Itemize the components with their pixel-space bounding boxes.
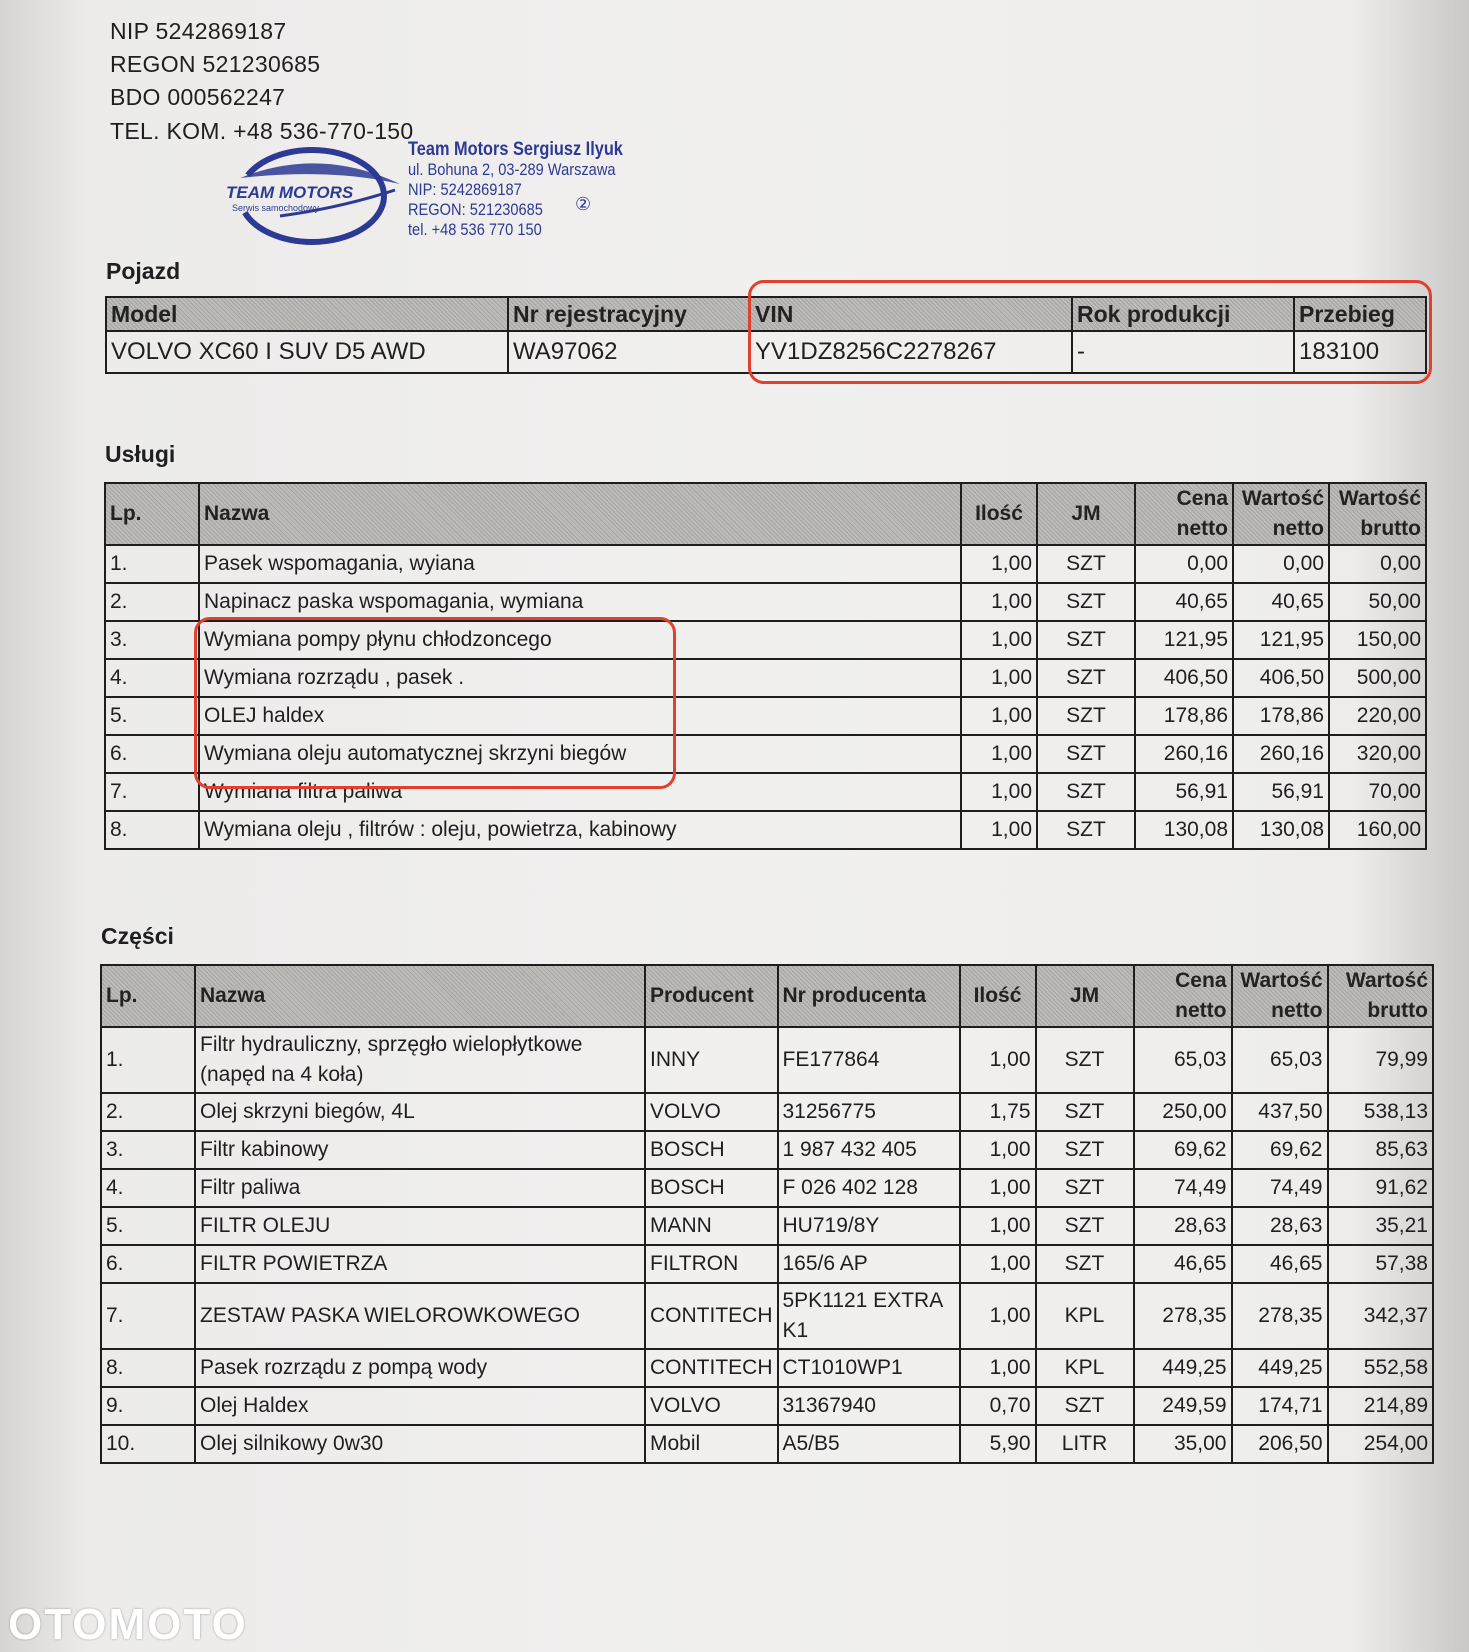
service-name: OLEJ haldex [199, 697, 961, 735]
service-lp: 3. [105, 621, 199, 659]
part-unit: KPL [1036, 1283, 1134, 1349]
service-net-value: 40,65 [1233, 583, 1329, 621]
parts-header-name: Nazwa [195, 965, 645, 1027]
stamp-line-1: Team Motors Sergiusz Ilyuk [408, 139, 623, 160]
part-part-no-line: 165/6 AP [782, 1252, 868, 1275]
part-producer: CONTITECH [645, 1283, 778, 1349]
vehicle-mileage: 183100 [1294, 331, 1426, 373]
part-name-line: ZESTAW PASKA WIELOROWKOWEGO [200, 1304, 580, 1327]
part-net-price: 69,62 [1134, 1131, 1232, 1169]
service-net-price: 260,16 [1135, 735, 1233, 773]
service-name: Wymiana rozrządu , pasek . [199, 659, 961, 697]
service-net-price: 178,86 [1135, 697, 1233, 735]
tel-line: TEL. KOM. +48 536-770-150 [110, 118, 414, 144]
part-lp: 6. [101, 1245, 195, 1283]
service-qty: 1,00 [961, 735, 1037, 773]
services-header-unit: JM [1037, 483, 1135, 545]
part-name-line: FILTR POWIETRZA [200, 1252, 388, 1275]
service-lp: 5. [105, 697, 199, 735]
part-qty: 1,00 [960, 1131, 1036, 1169]
part-net-value: 46,65 [1232, 1245, 1328, 1283]
services-highlight-box [194, 617, 676, 789]
service-unit: SZT [1037, 811, 1135, 849]
service-qty: 1,00 [961, 811, 1037, 849]
part-lp: 2. [101, 1093, 195, 1131]
service-gross-value: 220,00 [1329, 697, 1426, 735]
service-lp: 1. [105, 545, 199, 583]
part-part-no [778, 1387, 960, 1425]
table-row [105, 545, 1426, 583]
service-unit: SZT [1037, 621, 1135, 659]
table-row [101, 1387, 1433, 1425]
service-gross-value: 0,00 [1329, 545, 1426, 583]
table-row [101, 1349, 1433, 1387]
part-name-line: FILTR OLEJU [200, 1214, 331, 1237]
service-lp: 7. [105, 773, 199, 811]
part-net-price: 28,63 [1134, 1207, 1232, 1245]
part-gross-value: 538,13 [1328, 1093, 1434, 1131]
table-row [101, 1283, 1433, 1349]
vehicle-header-year: Rok produkcji [1072, 297, 1294, 331]
vin-highlight-box [748, 280, 1432, 384]
part-producer: BOSCH [645, 1131, 778, 1169]
vehicle-header-model: Model [106, 297, 508, 331]
part-lp: 5. [101, 1207, 195, 1245]
part-name-line: Olej Haldex [200, 1394, 309, 1417]
service-net-price: 40,65 [1135, 583, 1233, 621]
service-net-value: 178,86 [1233, 697, 1329, 735]
part-qty: 0,70 [960, 1387, 1036, 1425]
part-net-price: 74,49 [1134, 1169, 1232, 1207]
part-part-no-line: CT1010WP1 [782, 1356, 903, 1379]
part-net-value: 278,35 [1232, 1283, 1328, 1349]
service-net-price: 121,95 [1135, 621, 1233, 659]
table-row [101, 1131, 1433, 1169]
part-gross-value: 342,37 [1328, 1283, 1434, 1349]
service-unit: SZT [1037, 583, 1135, 621]
part-name [195, 1245, 645, 1283]
parts-header-net-value: Wartość netto [1232, 965, 1328, 1027]
service-net-price: 56,91 [1135, 773, 1233, 811]
part-net-value: 69,62 [1232, 1131, 1328, 1169]
part-part-no-line: HU719/8Y [782, 1214, 880, 1237]
part-qty: 5,90 [960, 1425, 1036, 1463]
service-unit: SZT [1037, 773, 1135, 811]
services-header-qty: Ilość [961, 483, 1037, 545]
part-part-no-line: 1 987 432 405 [782, 1138, 917, 1161]
part-name [195, 1093, 645, 1131]
vehicle-model: VOLVO XC60 I SUV D5 AWD [106, 331, 508, 373]
part-unit: SZT [1036, 1169, 1134, 1207]
part-unit: SZT [1036, 1093, 1134, 1131]
part-net-value: 174,71 [1232, 1387, 1328, 1425]
service-net-value: 56,91 [1233, 773, 1329, 811]
service-name: Wymiana oleju automatycznej skrzyni biegów [199, 735, 961, 773]
part-qty: 1,00 [960, 1027, 1036, 1093]
vehicle-section-title: Pojazd [106, 258, 181, 284]
part-net-price: 250,00 [1134, 1093, 1232, 1131]
part-unit: SZT [1036, 1387, 1134, 1425]
table-row [101, 1245, 1433, 1283]
vehicle-header-vin: VIN [750, 297, 1072, 331]
part-part-no [778, 1425, 960, 1463]
part-qty: 1,00 [960, 1245, 1036, 1283]
parts-header-unit: JM [1036, 965, 1134, 1027]
vehicle-reg: WA97062 [508, 331, 750, 373]
part-producer: BOSCH [645, 1169, 778, 1207]
parts-header-net-price: Cena netto [1134, 965, 1232, 1027]
part-qty: 1,00 [960, 1283, 1036, 1349]
service-unit: SZT [1037, 659, 1135, 697]
vehicle-year: - [1072, 331, 1294, 373]
services-header-net-value: Wartość netto [1233, 483, 1329, 545]
services-section-title: Usługi [105, 441, 176, 467]
part-name [195, 1169, 645, 1207]
part-lp: 3. [101, 1131, 195, 1169]
service-qty: 1,00 [961, 773, 1037, 811]
logo-sub: Serwis samochodowy [232, 203, 320, 213]
part-gross-value: 214,89 [1328, 1387, 1434, 1425]
part-name-line: (napęd na 4 koła) [200, 1063, 364, 1086]
parts-header-qty: Ilość [960, 965, 1036, 1027]
part-lp: 7. [101, 1283, 195, 1349]
table-row [101, 1425, 1433, 1463]
service-unit: SZT [1037, 697, 1135, 735]
service-unit: SZT [1037, 545, 1135, 583]
service-net-value: 121,95 [1233, 621, 1329, 659]
part-name [195, 1425, 645, 1463]
part-lp: 8. [101, 1349, 195, 1387]
parts-header-lp: Lp. [101, 965, 195, 1027]
service-qty: 1,00 [961, 621, 1037, 659]
part-name [195, 1283, 645, 1349]
part-name-line: Olej silnikowy 0w30 [200, 1432, 384, 1455]
part-producer: VOLVO [645, 1387, 778, 1425]
part-qty: 1,00 [960, 1169, 1036, 1207]
services-header-lp: Lp. [105, 483, 199, 545]
part-net-price: 449,25 [1134, 1349, 1232, 1387]
part-lp: 9. [101, 1387, 195, 1425]
otomoto-watermark: OTOMOTO [8, 1600, 248, 1649]
part-lp: 4. [101, 1169, 195, 1207]
part-unit: SZT [1036, 1131, 1134, 1169]
parts-section-title: Części [101, 923, 174, 949]
part-part-no-line: 5PK1121 EXTRA [782, 1289, 944, 1312]
parts-header-part-no: Nr producenta [778, 965, 960, 1027]
part-net-value: 74,49 [1232, 1169, 1328, 1207]
stamp-mark: ② [575, 194, 592, 214]
part-part-no-line: K1 [782, 1319, 809, 1342]
part-gross-value: 91,62 [1328, 1169, 1434, 1207]
service-gross-value: 70,00 [1329, 773, 1426, 811]
part-name-line: Filtr paliwa [200, 1176, 301, 1199]
part-part-no [778, 1131, 960, 1169]
part-part-no-line: FE177864 [782, 1048, 880, 1071]
table-row [105, 583, 1426, 621]
part-name [195, 1027, 645, 1093]
service-qty: 1,00 [961, 545, 1037, 583]
part-producer: FILTRON [645, 1245, 778, 1283]
services-header-gross-value: Wartość brutto [1329, 483, 1426, 545]
stamp-line-2: ul. Bohuna 2, 03-289 Warszawa [408, 160, 616, 179]
part-name-line: Filtr hydrauliczny, sprzęgło wielopłytkowe [200, 1033, 583, 1056]
part-name [195, 1349, 645, 1387]
part-part-no [778, 1349, 960, 1387]
table-row [101, 1169, 1433, 1207]
part-producer: MANN [645, 1207, 778, 1245]
team-motors-logo-icon [220, 138, 410, 253]
part-part-no [778, 1093, 960, 1131]
service-net-value: 406,50 [1233, 659, 1329, 697]
part-net-price: 65,03 [1134, 1027, 1232, 1093]
part-part-no-line: 31256775 [782, 1100, 876, 1123]
services-header-name: Nazwa [199, 483, 961, 545]
stamp-line-4: REGON: 521230685 [408, 200, 543, 219]
part-gross-value: 35,21 [1328, 1207, 1434, 1245]
part-lp: 1. [101, 1027, 195, 1093]
service-gross-value: 50,00 [1329, 583, 1426, 621]
service-name: Wymiana filtra paliwa [199, 773, 961, 811]
service-name: Wymiana pompy płynu chłodzoncego [199, 621, 961, 659]
service-gross-value: 160,00 [1329, 811, 1426, 849]
parts-header-producer: Producent [645, 965, 778, 1027]
part-gross-value: 79,99 [1328, 1027, 1434, 1093]
part-unit: SZT [1036, 1245, 1134, 1283]
service-gross-value: 500,00 [1329, 659, 1426, 697]
part-net-price: 278,35 [1134, 1283, 1232, 1349]
part-net-value: 28,63 [1232, 1207, 1328, 1245]
part-net-value: 437,50 [1232, 1093, 1328, 1131]
part-part-no [778, 1169, 960, 1207]
part-net-value: 65,03 [1232, 1027, 1328, 1093]
part-qty: 1,00 [960, 1207, 1036, 1245]
part-lp: 10. [101, 1425, 195, 1463]
parts-table [100, 964, 1434, 1464]
part-net-price: 46,65 [1134, 1245, 1232, 1283]
part-net-value: 449,25 [1232, 1349, 1328, 1387]
part-name [195, 1131, 645, 1169]
service-net-price: 0,00 [1135, 545, 1233, 583]
part-qty: 1,75 [960, 1093, 1036, 1131]
service-lp: 6. [105, 735, 199, 773]
part-net-price: 249,59 [1134, 1387, 1232, 1425]
service-net-price: 130,08 [1135, 811, 1233, 849]
logo-name: TEAM MOTORS [226, 183, 354, 202]
part-part-no-line: A5/B5 [782, 1432, 840, 1455]
service-lp: 8. [105, 811, 199, 849]
service-qty: 1,00 [961, 583, 1037, 621]
service-gross-value: 320,00 [1329, 735, 1426, 773]
part-name [195, 1207, 645, 1245]
services-header-net-price: Cena netto [1135, 483, 1233, 545]
table-row [105, 811, 1426, 849]
part-unit: KPL [1036, 1349, 1134, 1387]
table-row [101, 1093, 1433, 1131]
service-qty: 1,00 [961, 659, 1037, 697]
part-unit: SZT [1036, 1027, 1134, 1093]
part-net-value: 206,50 [1232, 1425, 1328, 1463]
vehicle-header-mileage: Przebieg [1294, 297, 1426, 331]
bdo-line: BDO 000562247 [110, 84, 286, 110]
part-unit: SZT [1036, 1207, 1134, 1245]
part-name-line: Olej skrzyni biegów, 4L [200, 1100, 415, 1123]
service-gross-value: 150,00 [1329, 621, 1426, 659]
service-unit: SZT [1037, 735, 1135, 773]
stamp-line-3: NIP: 5242869187 [408, 180, 522, 199]
service-qty: 1,00 [961, 697, 1037, 735]
part-gross-value: 85,63 [1328, 1131, 1434, 1169]
service-net-price: 406,50 [1135, 659, 1233, 697]
part-part-no-line: 31367940 [782, 1394, 876, 1417]
service-net-value: 0,00 [1233, 545, 1329, 583]
part-part-no [778, 1027, 960, 1093]
company-stamp [220, 138, 640, 253]
part-producer: CONTITECH [645, 1349, 778, 1387]
part-gross-value: 57,38 [1328, 1245, 1434, 1283]
part-gross-value: 254,00 [1328, 1425, 1434, 1463]
vehicle-vin: YV1DZ8256C2278267 [750, 331, 1072, 373]
part-qty: 1,00 [960, 1349, 1036, 1387]
part-part-no [778, 1283, 960, 1349]
part-gross-value: 552,58 [1328, 1349, 1434, 1387]
part-producer: INNY [645, 1027, 778, 1093]
service-name: Wymiana oleju , filtrów : oleju, powietrza, kabinowy [199, 811, 961, 849]
part-part-no [778, 1207, 960, 1245]
nip-line: NIP 5242869187 [110, 18, 287, 44]
service-lp: 2. [105, 583, 199, 621]
part-name-line: Filtr kabinowy [200, 1138, 329, 1161]
part-name-line: Pasek rozrządu z pompą wody [200, 1356, 488, 1379]
table-row [101, 1207, 1433, 1245]
vehicle-header-reg: Nr rejestracyjny [508, 297, 750, 331]
part-part-no-line: F 026 402 128 [782, 1176, 918, 1199]
part-part-no [778, 1245, 960, 1283]
stamp-text [408, 140, 658, 240]
service-name: Pasek wspomagania, wyiana [199, 545, 961, 583]
parts-header-gross-value: Wartość brutto [1328, 965, 1434, 1027]
regon-line: REGON 521230685 [110, 51, 321, 77]
service-name: Napinacz paska wspomagania, wymiana [199, 583, 961, 621]
part-net-price: 35,00 [1134, 1425, 1232, 1463]
stamp-line-5: tel. +48 536 770 150 [408, 220, 542, 239]
part-producer: Mobil [645, 1425, 778, 1463]
table-row [101, 1027, 1433, 1093]
service-lp: 4. [105, 659, 199, 697]
part-name [195, 1387, 645, 1425]
part-producer: VOLVO [645, 1093, 778, 1131]
service-net-value: 130,08 [1233, 811, 1329, 849]
part-unit: LITR [1036, 1425, 1134, 1463]
service-net-value: 260,16 [1233, 735, 1329, 773]
